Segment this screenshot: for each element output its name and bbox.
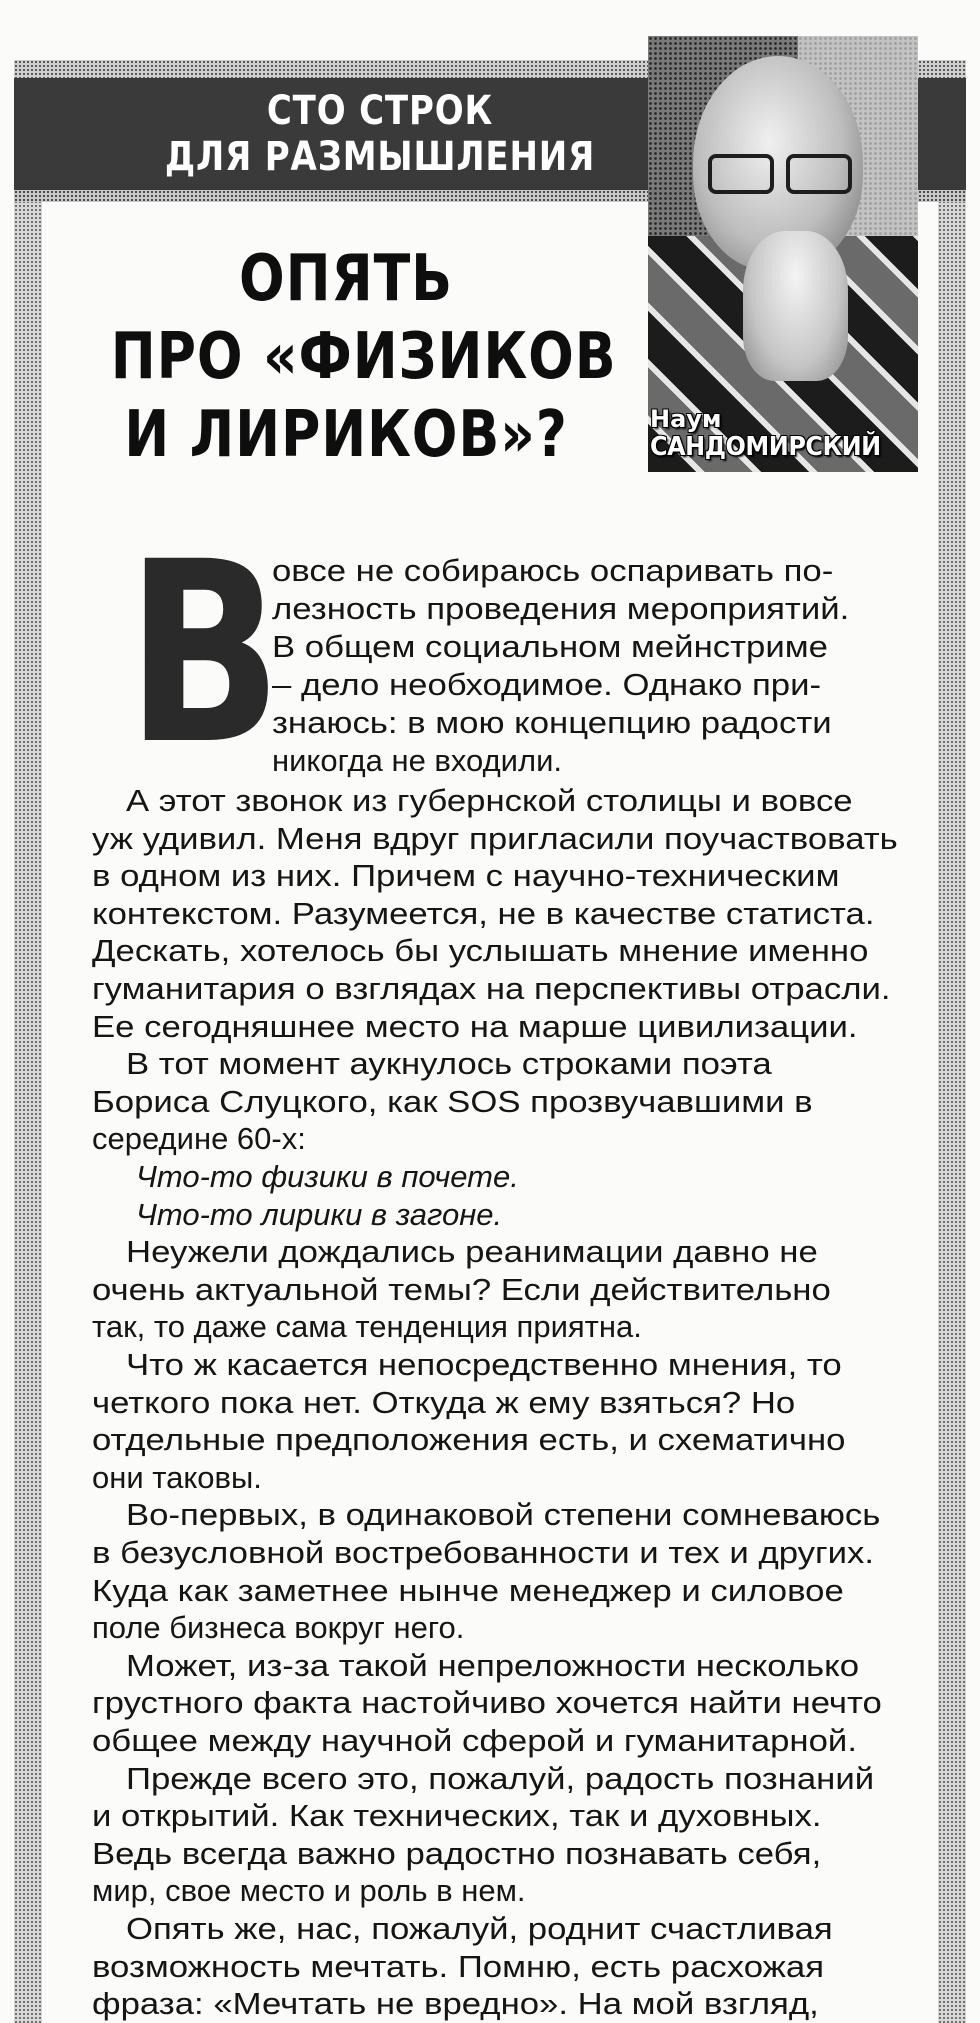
body-line: фраза: «Мечтать не вредно». На мой взгляд, <box>92 1986 819 2021</box>
body-line: Неужели дождались реанимации давно не <box>126 1234 818 1269</box>
rubric-line-2: ДЛЯ РАЗМЫШЛЕНИЯ <box>164 134 596 180</box>
body-line: возможность мечтать. Помню, есть расхожая <box>92 1949 825 1984</box>
headline <box>110 240 617 474</box>
body-line: Ведь всегда важно радостно познавать себя, <box>92 1836 822 1871</box>
body-line: гуманитария о взглядах на перспективы отрасли. <box>92 971 891 1006</box>
body-line: в одном из них. Причем с научно-техническим <box>92 858 840 893</box>
poem-line: Что-то физики в почете. <box>136 1159 519 1194</box>
body-line: и открытий. Как технических, так и духовных. <box>92 1798 822 1833</box>
body-line: В тот момент аукнулось строками поэта <box>126 1046 772 1081</box>
body-line: Что ж касается непосредственно мнения, то <box>126 1347 842 1382</box>
body-line: уж удивил. Меня вдруг пригласили поучаствовать <box>92 821 898 856</box>
glasses-left <box>708 154 774 194</box>
body-line: Опять же, нас, пожалуй, роднит счастливая <box>126 1911 833 1946</box>
author-caption <box>650 406 920 462</box>
intro-line: лезность проведения мероприятий. <box>272 591 850 626</box>
body-line: Куда как заметнее нынче менеджер и силовое <box>92 1573 844 1608</box>
body-line: А этот звонок из губернской столицы и вовсе <box>126 783 853 818</box>
body-line: очень актуальной темы? Если действительно <box>92 1272 831 1307</box>
poem-line: Что-то лирики в загоне. <box>136 1197 503 1232</box>
halftone-left-rail <box>14 60 42 2023</box>
body-line: так, то даже сама тенденция приятна. <box>92 1309 642 1344</box>
body-line: Ее сегодняшнее место на марше цивилизации. <box>92 1009 858 1044</box>
headline-line-1: ОПЯТЬ <box>239 242 453 316</box>
author-first-name: Наум <box>650 405 722 433</box>
drop-cap: В <box>126 508 283 799</box>
body-line: в безусловной востребованности и тех и других. <box>92 1535 875 1570</box>
hand <box>743 231 848 381</box>
rubric-line-1: СТО СТРОК <box>266 88 494 134</box>
body-line: середине 60-х: <box>92 1121 306 1156</box>
body-line: Во-первых, в одинаковой степени сомневаюсь <box>126 1497 881 1532</box>
intro-line: овсе не собираюсь оспаривать по- <box>272 553 834 588</box>
body-line: мир, свое место и роль в нем. <box>92 1873 526 1908</box>
body-line: они таковы. <box>92 1460 262 1495</box>
body-line: Дескать, хотелось бы услышать мнение именно <box>92 933 869 968</box>
body-line: четкого пока нет. Откуда ж ему взяться? Но <box>92 1385 796 1420</box>
body-line: контекстом. Разумеется, не в качестве статиста. <box>92 896 875 931</box>
rubric-title <box>159 88 601 180</box>
intro-line: В общем социальном мейнстриме <box>272 629 828 664</box>
author-last-name: САНДОМИРСКИЙ <box>650 432 881 462</box>
headline-line-3: И ЛИРИКОВ»? <box>124 398 568 472</box>
halftone-right-rail <box>938 60 966 2023</box>
body-line: общее между научной сферой и гуманитарной. <box>92 1723 857 1758</box>
body-line: отдельные предположения есть, и схематично <box>92 1422 846 1457</box>
body-line: Может, из-за такой непреложности несколько <box>126 1648 860 1683</box>
body-line: Бориса Слуцкого, как SOS прозвучавшими в <box>92 1084 813 1119</box>
intro-line: – дело необходимое. Однако при- <box>272 667 822 702</box>
glasses-right <box>786 154 852 194</box>
body-line: поле бизнеса вокруг него. <box>92 1610 465 1645</box>
intro-line: знаюсь: в мою концепцию радости <box>272 705 832 740</box>
body-line: Прежде всего это, пожалуй, радость познаний <box>126 1761 875 1796</box>
headline-line-2: ПРО «ФИЗИКОВ <box>110 320 617 394</box>
intro-line: никогда не входили. <box>272 743 563 778</box>
body-line: грустного факта настойчиво хочется найти нечто <box>92 1685 882 1720</box>
